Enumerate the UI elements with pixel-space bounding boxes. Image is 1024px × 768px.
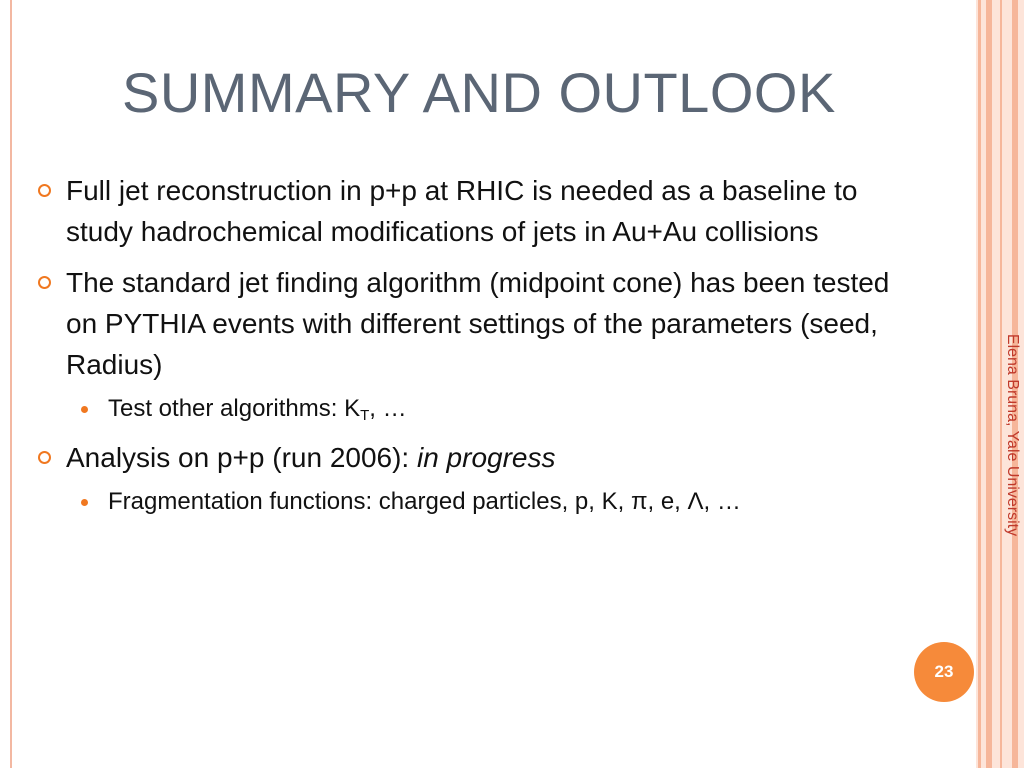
bullet-emphasis: in progress — [416, 442, 556, 473]
slide-title: SUMMARY AND OUTLOOK — [122, 61, 836, 124]
dot-bullet-icon — [81, 406, 88, 413]
left-border-line — [10, 0, 12, 768]
decorative-stripe — [978, 0, 981, 768]
ring-bullet-icon — [38, 276, 51, 289]
sub-bullet-item — [38, 391, 918, 427]
decorative-stripe — [986, 0, 992, 768]
ring-bullet-icon — [38, 451, 51, 464]
sub-bullet-text: Test other algorithms: K — [108, 395, 361, 422]
slide-content — [38, 170, 918, 530]
dot-bullet-icon — [81, 499, 88, 506]
sub-bullet-item — [38, 484, 918, 520]
page-number-badge: 23 — [914, 642, 974, 702]
author-credit-text: Elena Bruna, Yale University — [1004, 333, 1021, 537]
sub-bullet-suffix: , … — [369, 395, 407, 422]
bullet-item — [38, 262, 918, 385]
bullet-text: Analysis on p+p (run 2006): — [66, 442, 417, 473]
subscript-text: T — [360, 407, 370, 424]
bullet-item — [38, 437, 918, 478]
sub-bullet-text: Fragmentation functions: charged particles, p, K, π, e, Λ, … — [108, 488, 741, 515]
bullet-item — [38, 170, 918, 252]
bullet-text: Full jet reconstruction in p+p at RHIC is needed as a baseline to study hadrochemical modifications of jets in Au+Au collisions — [66, 175, 858, 247]
ring-bullet-icon — [38, 184, 51, 197]
bullet-text: The standard jet finding algorithm (midpoint cone) has been tested on PYTHIA events with different settings of the parameters (seed, Radius) — [66, 267, 890, 380]
